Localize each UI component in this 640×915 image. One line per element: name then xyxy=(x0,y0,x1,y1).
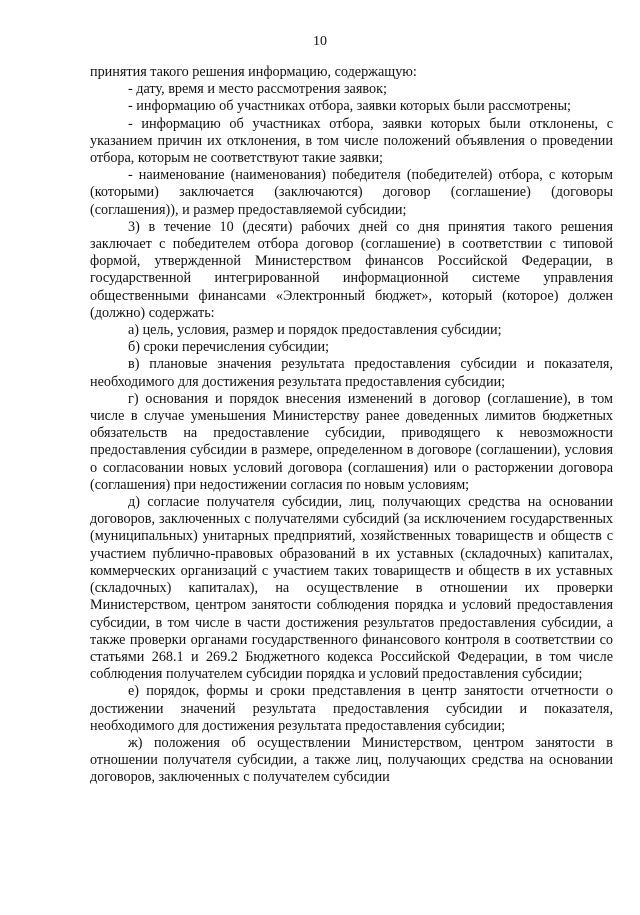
paragraph: е) порядок, формы и сроки представления в центр занятости отчетности о достижении значений результата предоставления субсидии и показателя, необходимого для достижения результата предоставления субсидии; xyxy=(90,683,613,734)
paragraph: принятия такого решения информацию, содержащую: xyxy=(90,64,417,80)
paragraph: - информацию об участниках отбора, заявки которых были рассмотрены; xyxy=(128,98,571,115)
paragraph: 3) в течение 10 (десяти) рабочих дней со дня принятия такого решения заключает с победителем отбора договор (соглашение) в соответствии с типовой формой, утвержденной Министерством финансов Российской Федерации, в государственной интегрированной информационной системе управления общественными финансами «Электронный бюджет», который (которое) должен (должно) содержать: xyxy=(90,218,613,321)
document-body xyxy=(90,64,613,787)
paragraph: д) согласие получателя субсидии, лиц, получающих средства на основании договоров, заключенных с получателями субсидий (за исключением государственных (муниципальных) унитарных предприятий, хозяйственных товариществ и обществ с участием публично-правовых образований в их уставных (складочных) капиталах, коммерческих организаций с участием таких товариществ и обществ в их уставных (складочных) капиталах), на осуществление в отношении их проверки Министерством, центром занятости соблюдения порядка и условий предоставления субсидии, в том числе в части достижения результатов предоставления субсидии, а также проверки органами государственного финансового контроля в соответствии со статьями 268.1 и 269.2 Бюджетного кодекса Российской Федерации, в том числе соблюдения получателем субсидии порядка и условий предоставления субсидии; xyxy=(90,494,613,683)
paragraph: в) плановые значения результата предоставления субсидии и показателя, необходимого для достижения результата предоставления субсидии; xyxy=(90,356,613,390)
paragraph: г) основания и порядок внесения изменений в договор (соглашение), в том числе в случае уменьшения Министерству ранее доведенных лимитов бюджетных обязательств на предоставление субсидии, приводящего к невозможности предоставления субсидии в размере, определенном в договоре (соглашении), условия о согласовании новых условий договора (соглашения) или о расторжении договора (соглашения) при недостижении согласия по новым условиям; xyxy=(90,390,613,493)
page-number: 10 xyxy=(313,34,327,49)
paragraph: - информацию об участниках отбора, заявки которых были отклонены, с указанием причин их отклонения, в том числе положений объявления о проведении отбора, которым не соответствуют такие заявки; xyxy=(90,115,613,167)
paragraph: б) сроки перечисления субсидии; xyxy=(128,339,330,356)
paragraph: ж) положения об осуществлении Министерством, центром занятости в отношении получателя субсидии, а также лиц, получающих средства на основании договоров, заключенных с получателем субсидии xyxy=(90,734,613,786)
paragraph: - дату, время и место рассмотрения заявок; xyxy=(128,81,387,98)
paragraph: а) цель, условия, размер и порядок предоставления субсидии; xyxy=(128,322,502,339)
paragraph: - наименование (наименования) победителя (победителей) отбора, с которым (которыми) заключается (заключаются) договор (соглашение) (договоры (соглашения)), и размер предоставляемой субсидии; xyxy=(90,167,613,218)
